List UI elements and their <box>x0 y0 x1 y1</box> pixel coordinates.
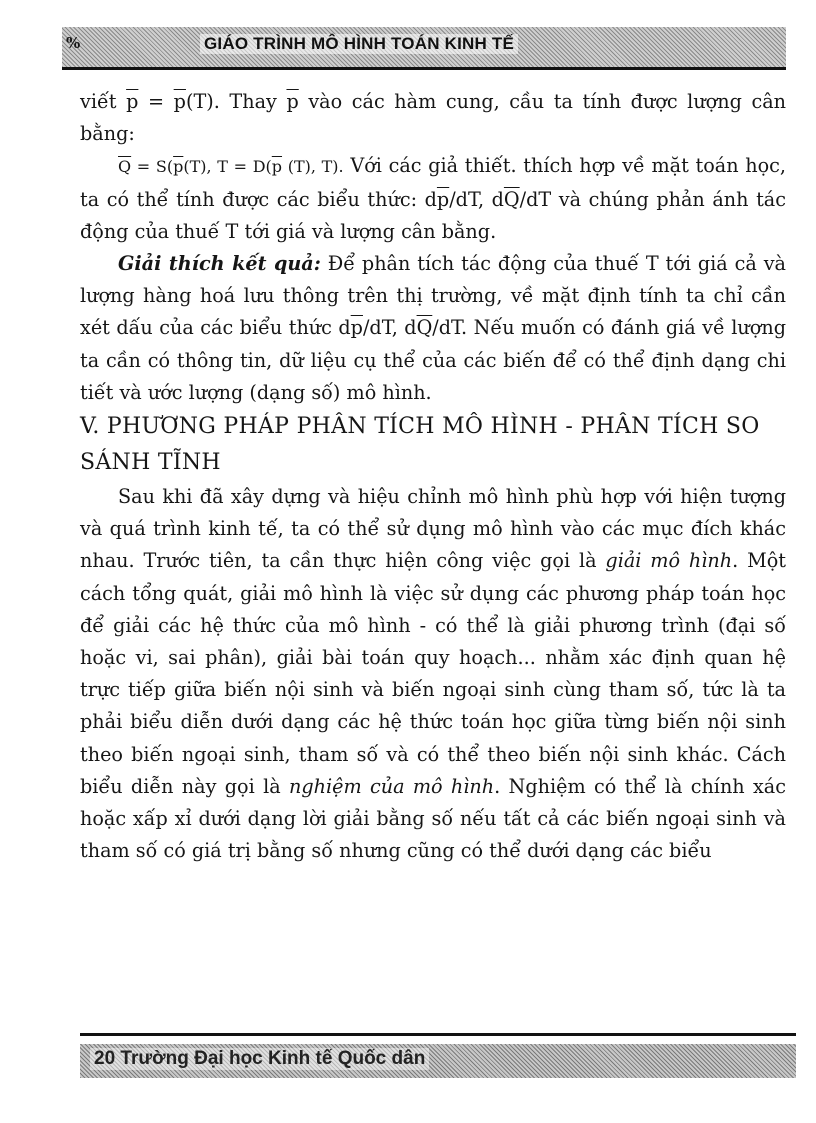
header-page-mark: % <box>66 34 81 52</box>
q-bar-symbol: $\overline{Q}$ <box>503 187 520 211</box>
paragraph-4 <box>80 481 786 867</box>
running-header-title: GIÁO TRÌNH MÔ HÌNH TOÁN KINH TẾ <box>200 34 518 54</box>
p-bar-symbol: $\overline{p}$ <box>271 157 283 177</box>
footer-rule <box>80 1033 796 1036</box>
text-run: /dT. Nếu muốn có đánh giá về lượng ta cần có thông tin, dữ liệu cụ thể của các biến để có thể định dạng chi tiết và ước lượng (dạng số) mô hình. <box>80 316 786 404</box>
page-body <box>80 86 786 867</box>
text-run: . Một cách tổng quát, giải mô hình là việc sử dụng các phương pháp toán học để giải các hệ thức của mô hình - có thể là giải phương trình (đại số hoặc vi, sai phân), giải bài toán quy hoạch... nhằm xác định quan hệ trực tiếp giữa biến nội sinh và biến ngoại sinh cùng tham số, tức là ta phải biểu diễn dưới dạng các hệ thức toán học giữa từng biến nội sinh theo biến ngoại sinh, tham số và có thể theo biến nội sinh khác. Cách biểu diễn này gọi là <box>80 549 787 798</box>
p-bar-symbol: $\overline{p}$ <box>350 316 363 340</box>
p-bar-symbol: $\overline{p}$ <box>436 187 450 211</box>
text-run: = S( <box>131 157 174 177</box>
text-run: (T), T = D( <box>183 157 272 177</box>
q-bar-symbol: $\overline{Q}$ <box>416 316 433 340</box>
text-run: = <box>138 90 174 113</box>
italic-term: nghiệm của mô hình <box>288 774 495 798</box>
text-run: /dT, d <box>362 316 417 340</box>
p-bar-symbol: $\overline{p}$ <box>173 157 184 177</box>
italic-term: giải mô hình <box>605 549 733 573</box>
text-run: (T), T). <box>282 157 344 177</box>
p-bar-symbol: $\overline{p}$ <box>173 90 186 113</box>
paragraph-1 <box>80 86 786 150</box>
paragraph-2 <box>80 150 786 248</box>
text-run: /dT, d <box>449 187 504 211</box>
p-bar-symbol: $\overline{p}$ <box>286 90 299 113</box>
equilibrium-formula <box>118 157 344 176</box>
section-heading: V. PHƯƠNG PHÁP PHÂN TÍCH MÔ HÌNH - PHÂN TÍCH SO SÁNH TĨNH <box>80 414 760 476</box>
text-run: vào các hàm cung, cầu ta tính được lượng cân bằng: <box>80 90 786 146</box>
text-run: viết <box>80 90 127 113</box>
q-bar-symbol: $\overline{Q}$ <box>118 157 132 177</box>
text-run: (T). Thay <box>185 90 287 113</box>
footer-page-label: 20 Trường Đại học Kinh tế Quốc dân <box>90 1048 429 1070</box>
paragraph-3 <box>80 248 786 409</box>
text-run: Để phân tích tác động của thuế T tới giá cả và lượng hàng hoá lưu thông trên thị trường, về mặt định tính ta chỉ cần xét dấu của các biểu thức d <box>80 252 786 340</box>
text-run: Với các giả thiết. thích hợp về mặt toán học, ta có thể tính được các biểu thức: d <box>80 154 787 211</box>
text-run: . Nghiệm có thể là chính xác hoặc xấp xỉ dưới dạng lời giải bằng số nếu tất cả các biến ngoại sinh và tham số có giá trị bằng số nhưng cũng có thể dưới dạng các biểu <box>80 774 786 863</box>
p-bar-symbol: $\overline{p}$ <box>126 90 139 113</box>
text-run: /dT và chúng phản ánh tác động của thuế T tới giá và lượng cân bằng. <box>80 187 786 243</box>
bold-italic-lead: Giải thích kết quả: <box>118 252 321 276</box>
text-run: Sau khi đã xây dựng và hiệu chỉnh mô hình phù hợp với hiện tượng và quá trình kinh tế, ta có thể sử dụng mô hình vào các mục đích khác nhau. Trước tiên, ta cần thực hiện công việc gọi là <box>80 485 786 573</box>
